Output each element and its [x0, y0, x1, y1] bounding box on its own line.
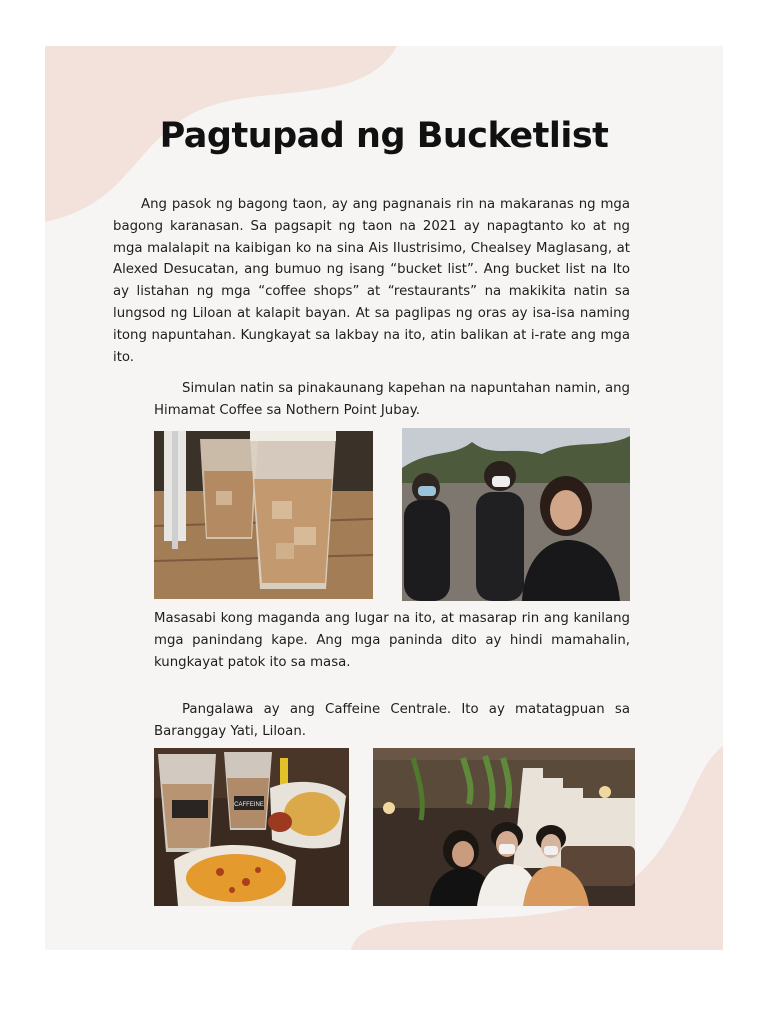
cup-label: CAFFEINE — [234, 802, 264, 808]
first-review-paragraph: Masasabi kong maganda ang lugar na ito, at masarap rin ang kanilang mga panindang kape. Ang mga paninda dito ay hindi mamahalin, kungkayat patok ito sa masa. — [154, 611, 630, 670]
document-page — [45, 46, 723, 950]
page-title: Pagtupad ng Bucketlist — [159, 116, 609, 156]
iced-coffee-photo — [154, 431, 373, 599]
first-place-paragraph: Simulan natin sa pinakaunang kapehan na napuntahan namin, ang Himamat Coffee sa Nothern Point Jubay. — [154, 381, 630, 418]
intro-paragraph: Ang pasok ng bagong taon, ay ang pagnanais rin na makaranas ng mga bagong karanasan. Sa pagsapit ng taon na 2021 ay napagtanto ko at ng mga malalapit na kaibigan ko na sina Ais Ilustrisimo, Chealsey Maglasang, at Alexed Desucatan, ang bumuo ng isang “bucket list”. Ang bucket list na Ito ay listahan ng mga “coffee shops” at “restaurants” na makikita natin sa lungsod ng Liloan at kalapit bayan. At sa paglipas ng oras ay isa-isa naming itong napuntahan. Kungkayat sa lakbay na ito, atin balikan at i-rate ang mga ito. — [113, 197, 630, 365]
friends-photo-1 — [402, 428, 630, 601]
second-place-paragraph: Pangalawa ay ang Caffeine Centrale. Ito ay matatagpuan sa Baranggay Yati, Liloan. — [154, 702, 630, 739]
friends-photo-2 — [373, 748, 635, 906]
cafe-food-photo — [154, 748, 349, 906]
